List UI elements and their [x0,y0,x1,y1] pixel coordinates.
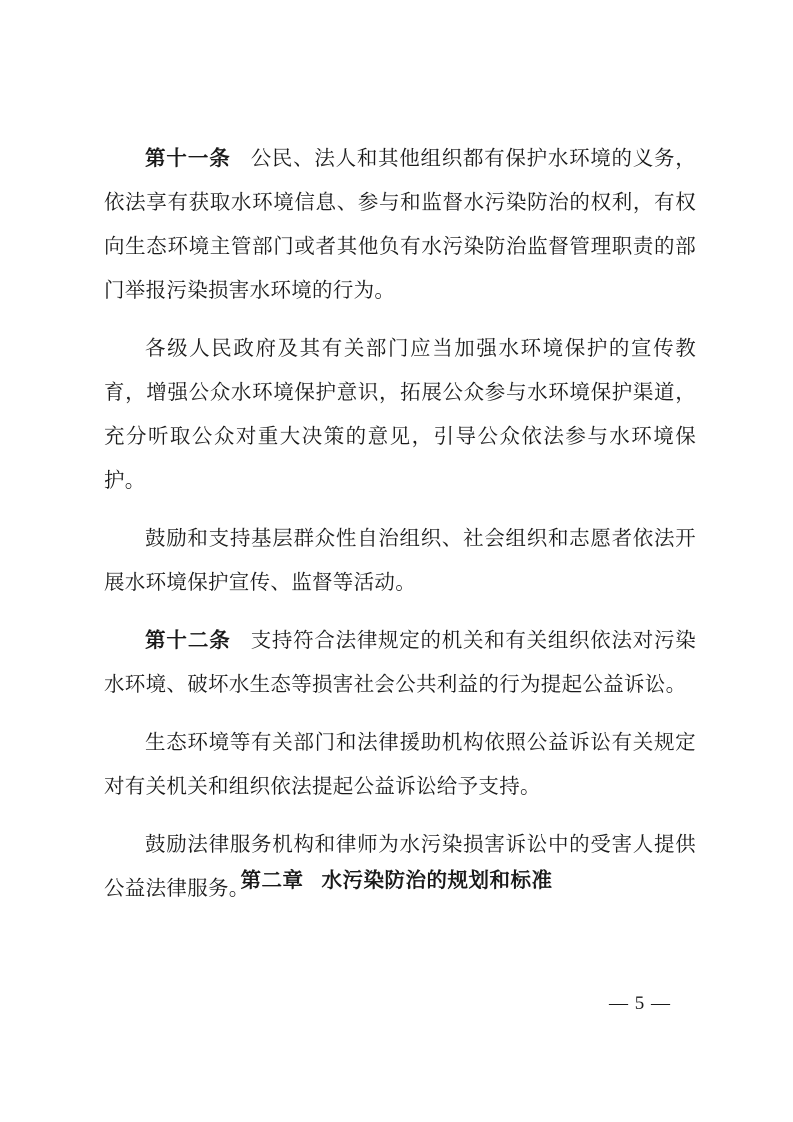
chapter-number: 第二章 [240,868,304,892]
paragraph-text: 各级人民政府及其有关部门应当加强水环境保护的宣传教育，增强公众水环境保护意识，拓展公众参与水环境保护渠道，充分听取公众对重大决策的意见，引导公众依法参与水环境保护。 [104,336,696,492]
article-paragraph [104,618,696,706]
paragraph-text: 鼓励和支持基层群众性自治组织、社会组织和志愿者依法开展水环境保护宣传、监督等活动。 [104,526,696,594]
paragraph-text: 生态环境等有关部门和法律援助机构依照公益诉讼有关规定对有关机关和组织依法提起公益诉讼给予支持。 [104,730,696,798]
paragraph-text: 鼓励法律服务机构和律师为水污染损害诉讼中的受害人提供公益法律服务。 [104,832,696,900]
article-paragraph [104,136,696,312]
body-text [104,136,696,924]
paragraph [104,516,696,604]
chapter-title-text: 水污染防治的规划和标准 [321,868,553,892]
article-number: 第十一条 [145,146,231,170]
article-number: 第十二条 [145,628,231,652]
paragraph [104,326,696,502]
paragraph [104,720,696,808]
page-number: — 5 — [609,993,671,1014]
chapter-heading [0,864,793,896]
paragraph-text: 公民、法人和其他组织都有保护水环境的义务，依法享有获取水环境信息、参与和监督水污染防治的权利，有权向生态环境主管部门或者其他负有水污染防治监督管理职责的部门举报污染损害水环境的行为。 [104,146,696,302]
paragraph-text: 支持符合法律规定的机关和有关组织依法对污染水环境、破坏水生态等损害社会公共利益的行为提起公益诉讼。 [104,628,696,696]
